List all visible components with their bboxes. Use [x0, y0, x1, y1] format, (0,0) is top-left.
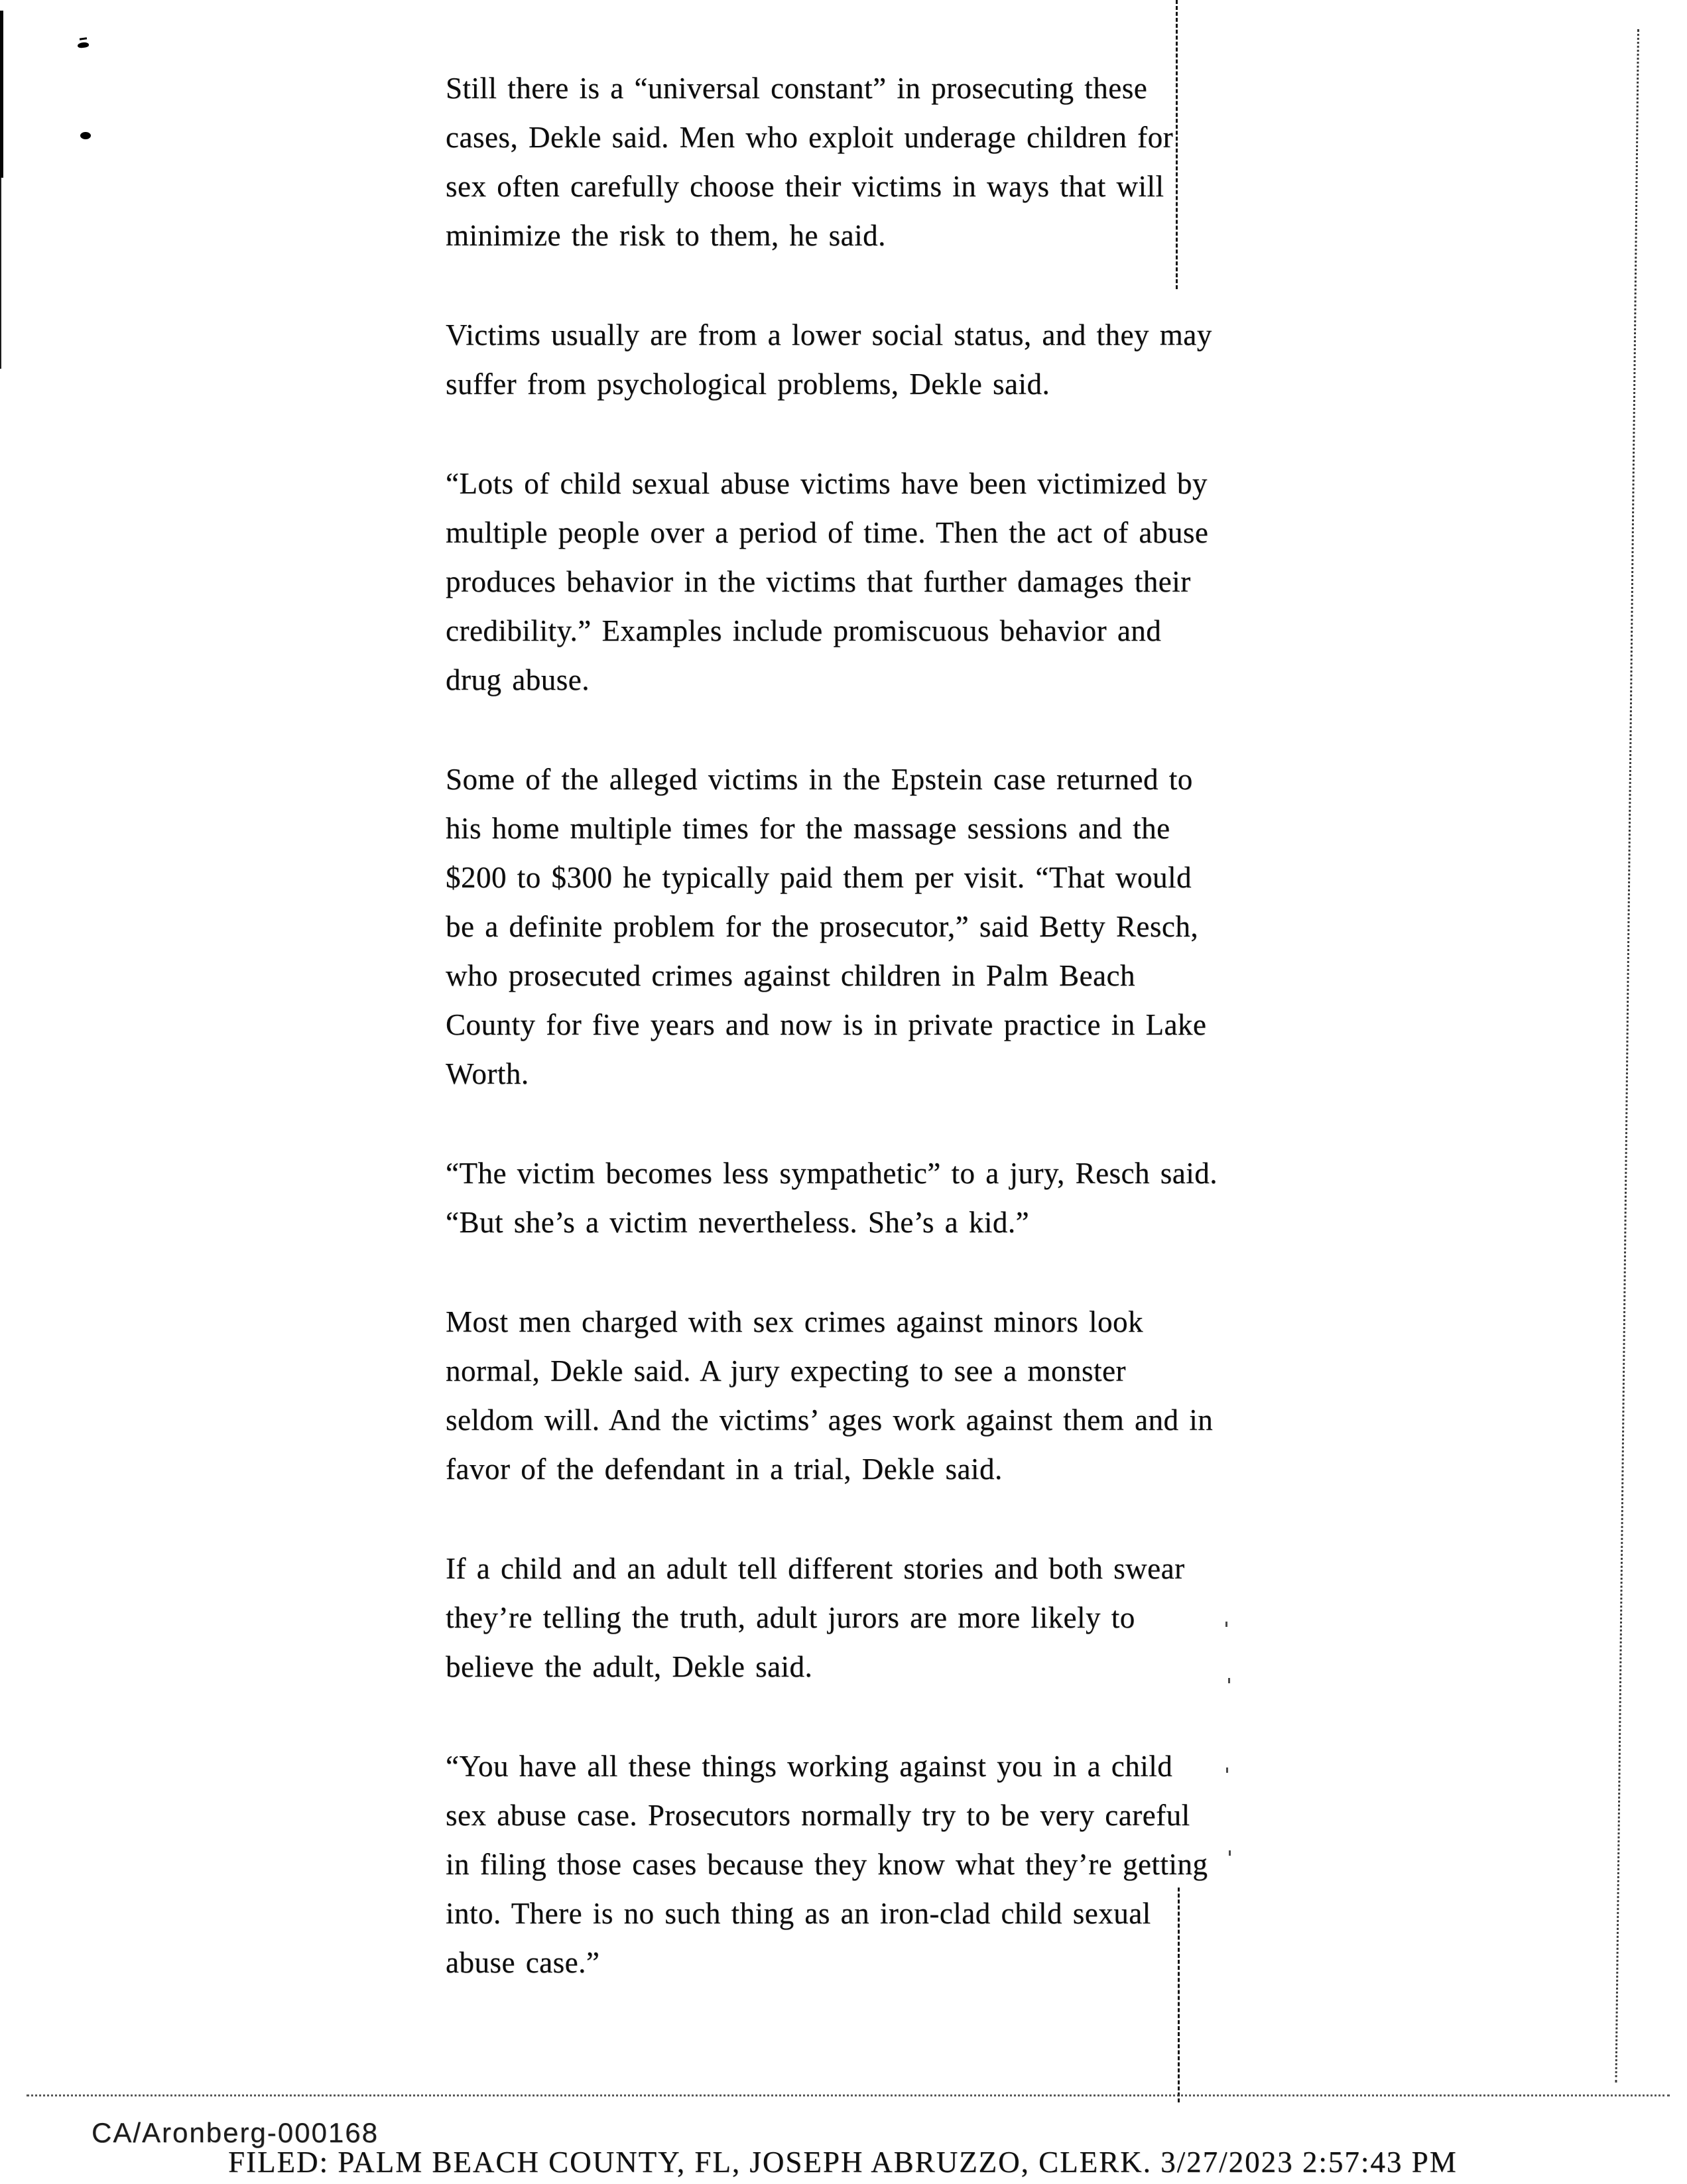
text-line: “But she’s a victim nevertheless. She’s a kid.” — [446, 1206, 1030, 1239]
text-line: who prosecuted crimes against children in Palm Beach — [446, 959, 1135, 992]
scan-artifact-footer-noise-line — [27, 2094, 1670, 2096]
text-line: “Lots of child sexual abuse victims have been victimized by — [446, 467, 1208, 500]
text-line: they’re telling the truth, adult jurors are more likely to — [446, 1601, 1135, 1634]
text-line: minimize the risk to them, he said. — [446, 219, 886, 252]
text-line: County for five years and now is in private practice in Lake — [446, 1008, 1207, 1041]
court-filed-stamp: FILED: PALM BEACH COUNTY, FL, JOSEPH ABRUZZO, CLERK. 3/27/2023 2:57:43 PM — [228, 2146, 1458, 2179]
paragraph — [446, 64, 1294, 260]
paragraph — [446, 1742, 1294, 1987]
text-line: If a child and an adult tell different stories and both swear — [446, 1552, 1185, 1585]
scan-artifact-left-edge-bar — [0, 11, 3, 178]
paragraph — [446, 755, 1294, 1098]
text-line: Some of the alleged victims in the Epstein case returned to — [446, 763, 1193, 796]
text-line: favor of the defendant in a trial, Dekle said. — [446, 1452, 1003, 1486]
text-line: Still there is a “universal constant” in prosecuting these — [446, 72, 1148, 105]
text-line: Worth. — [446, 1057, 529, 1090]
text-line: “The victim becomes less sympathetic” to a jury, Resch said. — [446, 1157, 1218, 1190]
scan-artifact-squiggle-blob — [78, 42, 90, 48]
text-line: normal, Dekle said. A jury expecting to see a monster — [446, 1354, 1127, 1387]
text-line: seldom will. And the victims’ ages work against them and in — [446, 1403, 1214, 1437]
text-line: $200 to $300 he typically paid them per visit. “That would — [446, 861, 1192, 894]
text-line: believe the adult, Dekle said. — [446, 1650, 813, 1683]
scan-artifact-dot-mark — [80, 132, 91, 139]
text-line: multiple people over a period of time. Then the act of abuse — [446, 516, 1209, 549]
text-line: sex often carefully choose their victims in ways that will — [446, 170, 1164, 203]
scan-artifact-squiggle-mark — [80, 37, 87, 40]
text-line: suffer from psychological problems, Dekle said. — [446, 367, 1050, 401]
text-line: drug abuse. — [446, 663, 590, 696]
text-line: produces behavior in the victims that further damages their — [446, 565, 1191, 598]
article-body — [446, 64, 1294, 2037]
scan-artifact-left-edge-line — [0, 178, 1, 369]
text-line: into. There is no such thing as an iron-clad child sexual — [446, 1897, 1151, 1930]
text-line: credibility.” Examples include promiscuous behavior and — [446, 614, 1162, 647]
text-line: “You have all these things working against you in a child — [446, 1750, 1173, 1783]
text-line: Most men charged with sex crimes against minors look — [446, 1305, 1143, 1338]
paragraph — [446, 310, 1294, 409]
text-line: be a definite problem for the prosecutor,” said Betty Resch, — [446, 910, 1199, 943]
text-line: in filing those cases because they know what they’re getting — [446, 1848, 1208, 1881]
text-line: his home multiple times for the massage sessions and the — [446, 812, 1170, 845]
paragraph — [446, 1297, 1294, 1494]
text-line: sex abuse case. Prosecutors normally try to be very careful — [446, 1799, 1190, 1832]
text-line: abuse case.” — [446, 1946, 600, 1979]
paragraph — [446, 1149, 1294, 1247]
scan-artifact-right-edge-noise-line — [1615, 29, 1639, 2083]
bates-number-stamp: CA/Aronberg-000168 — [92, 2117, 379, 2148]
paragraph — [446, 1544, 1294, 1691]
paragraph — [446, 459, 1294, 704]
text-line: Victims usually are from a lower social status, and they may — [446, 318, 1212, 352]
text-line: cases, Dekle said. Men who exploit underage children for — [446, 121, 1174, 154]
